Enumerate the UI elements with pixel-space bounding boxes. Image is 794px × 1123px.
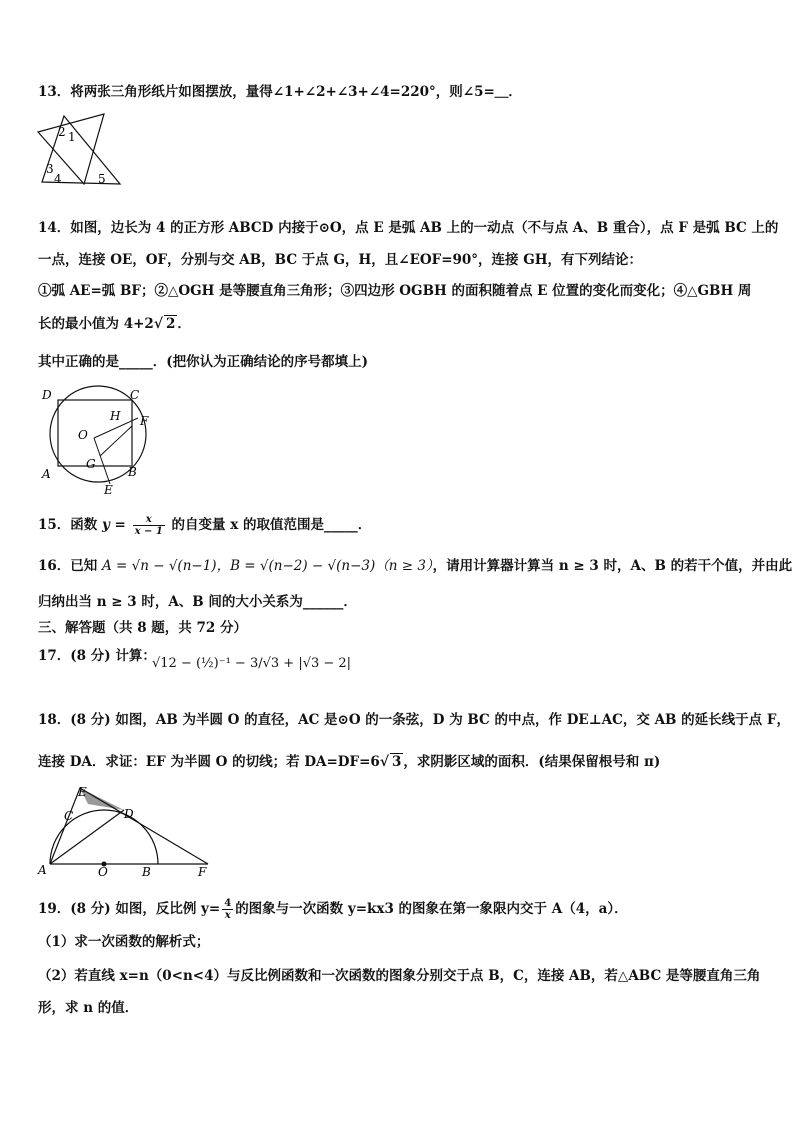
q18-label-B: B — [142, 865, 151, 878]
q13-text: 13．将两张三角形纸片如图摆放，量得∠1+∠2+∠3+∠4=220°，则∠5=＿． — [38, 84, 522, 100]
q14-line2: 一点，连接 OE，OF，分别与交 AB，BC 于点 G，H，且∠EOF=90°，连接 GH，有下列结论： — [38, 252, 643, 268]
q17-expression: √12 − (½)⁻¹ − 3/√3 + |√3 − 2| — [152, 656, 352, 671]
q18-line2: 连接 DA．求证：EF 为半圆 O 的切线；若 DA=DF=6√ 3 ，求阴影区域的面积．(结果保留根号和 π) — [38, 754, 661, 770]
q15-line: 15．函数 y = $\frac{x}{x - 1}$ 的自变量 x 的取值范围是_____． — [38, 514, 372, 537]
q14-label-E: E — [104, 483, 113, 496]
q18-label-F: F — [198, 865, 207, 878]
q14-line5: 其中正确的是_____．(把你认为正确结论的序号都填上) — [38, 354, 369, 370]
q18-label-E: E — [78, 785, 87, 799]
q16-line2: 归纳出当 n ≥ 3 时，A、B 间的大小关系为______． — [38, 594, 357, 610]
q18-figure — [36, 782, 216, 878]
q13-label-4: 4 — [54, 172, 62, 186]
q14-line1: 14．如图，边长为 4 的正方形 ABCD 内接于⊙O，点 E 是弧 AB 上的一动点（不与点 A、B 重合），点 F 是弧 BC 上的 — [38, 220, 779, 236]
q18-label-C: C — [64, 809, 74, 823]
q13-label-3: 3 — [46, 162, 54, 176]
q19-part2b: 形，求 n 的值． — [38, 1000, 139, 1016]
q14-label-H: H — [110, 409, 121, 423]
section-3-title: 三、解答题（共 8 题，共 72 分） — [38, 620, 247, 636]
q14-label-D: D — [42, 388, 52, 402]
q14-label-A: A — [42, 467, 51, 481]
q19-part1: （1）求一次函数的解析式； — [38, 934, 210, 950]
q14-label-F: F — [140, 414, 149, 428]
q14-line3: ①弧 AE=弧 BF；②△OGH 是等腰直角三角形；③四边形 OGBH 的面积随着点 E 位置的变化而变化；④△GBH 周 — [38, 283, 752, 299]
q14-label-G: G — [86, 457, 96, 471]
q19-line1: 19．(8 分) 如图，反比例 y= $\frac{4}{x}$ 的图象与一次函数 y=kx3 的图象在第一象限内交于 A（4，a）． — [38, 898, 628, 921]
q13-label-1: 1 — [68, 130, 76, 144]
q13-figure — [34, 110, 126, 190]
q14-label-O: O — [78, 428, 88, 442]
q13-label-5: 5 — [98, 172, 106, 186]
q14-line4: 长的最小值为 4+2√ 2 ． — [38, 316, 191, 332]
q13-label-2: 2 — [58, 125, 66, 139]
q18-label-O: O — [98, 865, 108, 878]
q18-line1: 18．(8 分) 如图，AB 为半圆 O 的直径，AC 是⊙O 的一条弦，D 为 BC 的中点，作 DE⊥AC，交 AB 的延长线于点 F， — [38, 712, 790, 728]
q16-line1: 16．已知 A = √n − √(n−1)，B = √(n−2) − √(n−3)（n ≥ 3），请用计算器计算当 n ≥ 3 时，A、B 的若干个值，并由此 — [38, 558, 793, 574]
q14-label-C: C — [130, 388, 140, 402]
q19-part2a: （2）若直线 x=n（0<n<4）与反比例函数和一次函数的图象分别交于点 B，C，连接 AB，若△ABC 是等腰直角三角 — [38, 968, 761, 984]
q18-label-A: A — [38, 863, 47, 877]
q14-figure — [36, 384, 156, 496]
q14-label-B: B — [128, 465, 137, 479]
q18-label-D: D — [124, 807, 134, 821]
q17-label: 17．(8 分) 计算： — [38, 648, 156, 664]
